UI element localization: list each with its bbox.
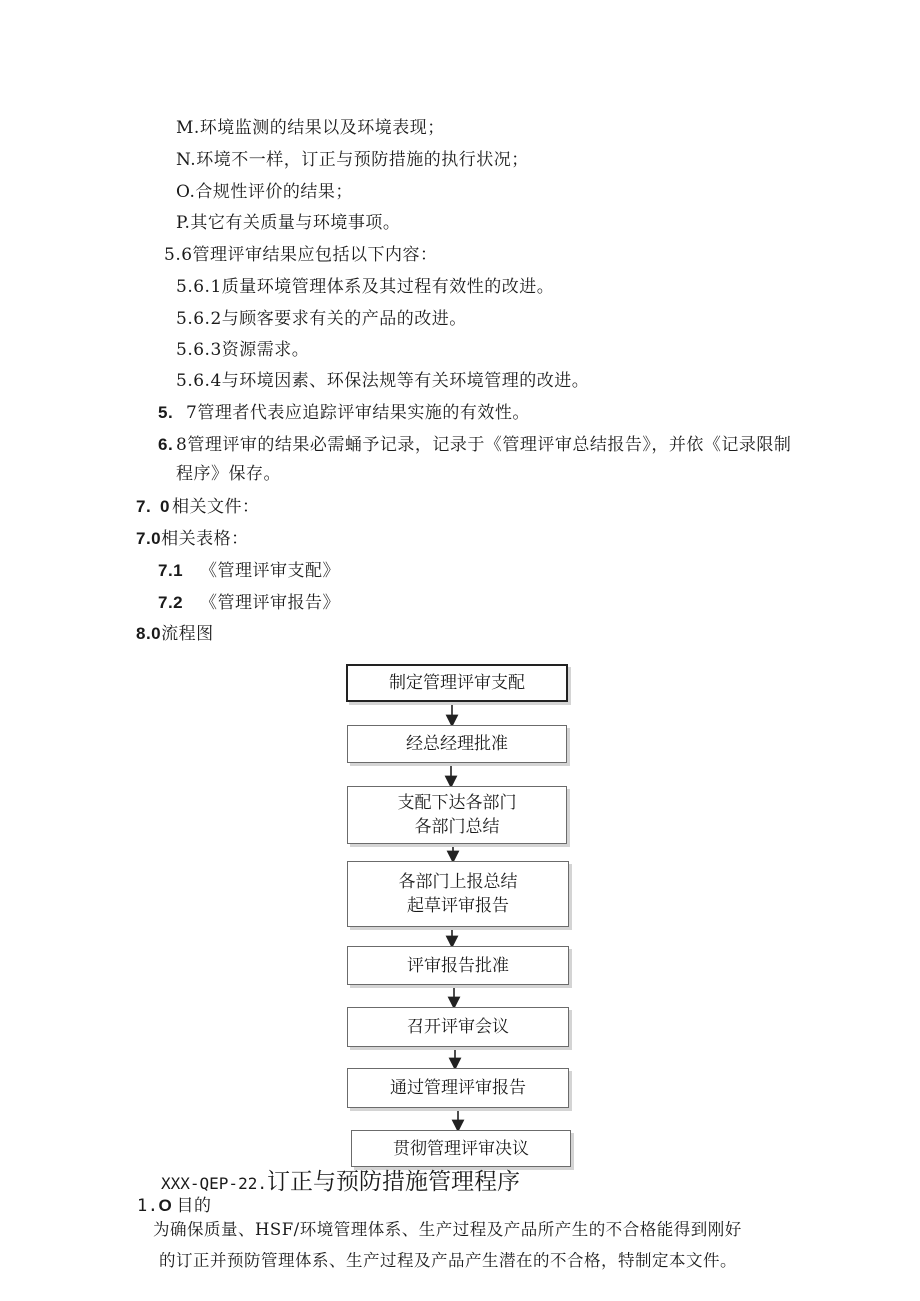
form-number: 7.2 <box>158 593 184 612</box>
flow-step-2 <box>347 725 567 763</box>
purpose-heading <box>137 1195 211 1217</box>
section-5-6-4: 5.6.4与环境因素、环保法规等有关环境管理的改进。 <box>176 371 590 391</box>
flow-step-text: 评审报告批准 <box>407 955 509 976</box>
section-7-0-documents <box>136 496 260 518</box>
form-number: 7.1 <box>158 561 184 580</box>
form-item-7-2 <box>158 592 340 614</box>
section-6-8-continued: 程序》保存。 <box>176 464 281 484</box>
list-item-n: N.环境不一样，订正与预防措施的执行状况； <box>176 150 529 170</box>
flow-step-text: 各部门上报总结 <box>398 872 518 892</box>
flow-step-1 <box>346 664 568 702</box>
list-item-p: P.其它有关质量与环境事项。 <box>176 213 401 233</box>
flow-step-text: 召开评审会议 <box>407 1017 509 1037</box>
flow-step-3 <box>347 786 567 844</box>
flow-step-text: 起草评审报告 <box>407 896 509 916</box>
section-6-8 <box>158 434 791 456</box>
purpose-paragraph-line-2: 的订正并预防管理体系、生产过程及产品产生潜在的不合格，特制定本文件。 <box>159 1251 737 1270</box>
flow-step-text: 支配下达各部门 <box>397 793 517 813</box>
flow-step-text: 贯彻管理评审决议 <box>393 1138 529 1159</box>
flow-step-text: 制定管理评审支配 <box>389 673 525 693</box>
flow-step-text: 经总经理批准 <box>406 734 508 754</box>
section-text: 7管理者代表应追踪评审结果实施的有效性。 <box>186 403 530 423</box>
section-text: 流程图 <box>161 624 214 644</box>
flow-step-text: 通过管理评审报告 <box>390 1078 526 1098</box>
form-name: 《管理评审报告》 <box>200 593 340 613</box>
section-7-0-forms <box>136 528 249 550</box>
section-text: 相关文件： <box>172 497 260 517</box>
section-number: 7.0 <box>136 529 162 548</box>
purpose-paragraph-line-1: 为确保质量、HSF/环境管理体系、生产过程及产品所产生的不合格能得到刚好 <box>153 1220 742 1239</box>
section-5-6-3: 5.6.3资源需求。 <box>176 340 310 360</box>
next-document-heading <box>161 1163 520 1196</box>
section-number-sub: 0 <box>160 497 170 516</box>
document-code: XXX-QEP-22. <box>161 1174 267 1193</box>
section-5-6-1: 5.6.1质量环境管理体系及其过程有效性的改进。 <box>176 277 555 297</box>
section-text: 相关表格： <box>161 529 249 549</box>
flow-step-4 <box>347 861 569 927</box>
section-8-0 <box>136 623 214 645</box>
list-item-m: M.环境监测的结果以及环境表现； <box>176 118 445 138</box>
section-text: 目的 <box>176 1196 212 1216</box>
document-title: 订正与预防措施管理程序 <box>266 1169 520 1195</box>
form-item-7-1 <box>158 560 340 582</box>
section-number: 6. <box>158 435 174 454</box>
flow-step-text: 各部门总结 <box>414 817 500 837</box>
form-name: 《管理评审支配》 <box>200 561 340 581</box>
list-item-o: O.合规性评价的结果； <box>176 182 353 202</box>
section-5-6-heading: 5.6管理评审结果应包括以下内容： <box>164 245 438 265</box>
section-number: 7. <box>136 497 152 516</box>
section-text: 8管理评审的结果必需蛹予记录，记录于《管理评审总结报告》，并依《记录限制 <box>176 435 792 455</box>
section-5-6-2: 5.6.2与顾客要求有关的产品的改进。 <box>176 309 467 329</box>
section-number: 8.0 <box>136 624 162 643</box>
section-number: 5. <box>158 403 174 422</box>
section-number: 1. <box>137 1196 159 1216</box>
section-number-sub: O <box>158 1196 173 1215</box>
flow-step-6 <box>347 1007 569 1047</box>
section-5-7 <box>158 402 530 424</box>
flow-step-5 <box>347 946 569 985</box>
flow-step-8 <box>351 1130 571 1167</box>
flow-step-7 <box>347 1068 569 1108</box>
